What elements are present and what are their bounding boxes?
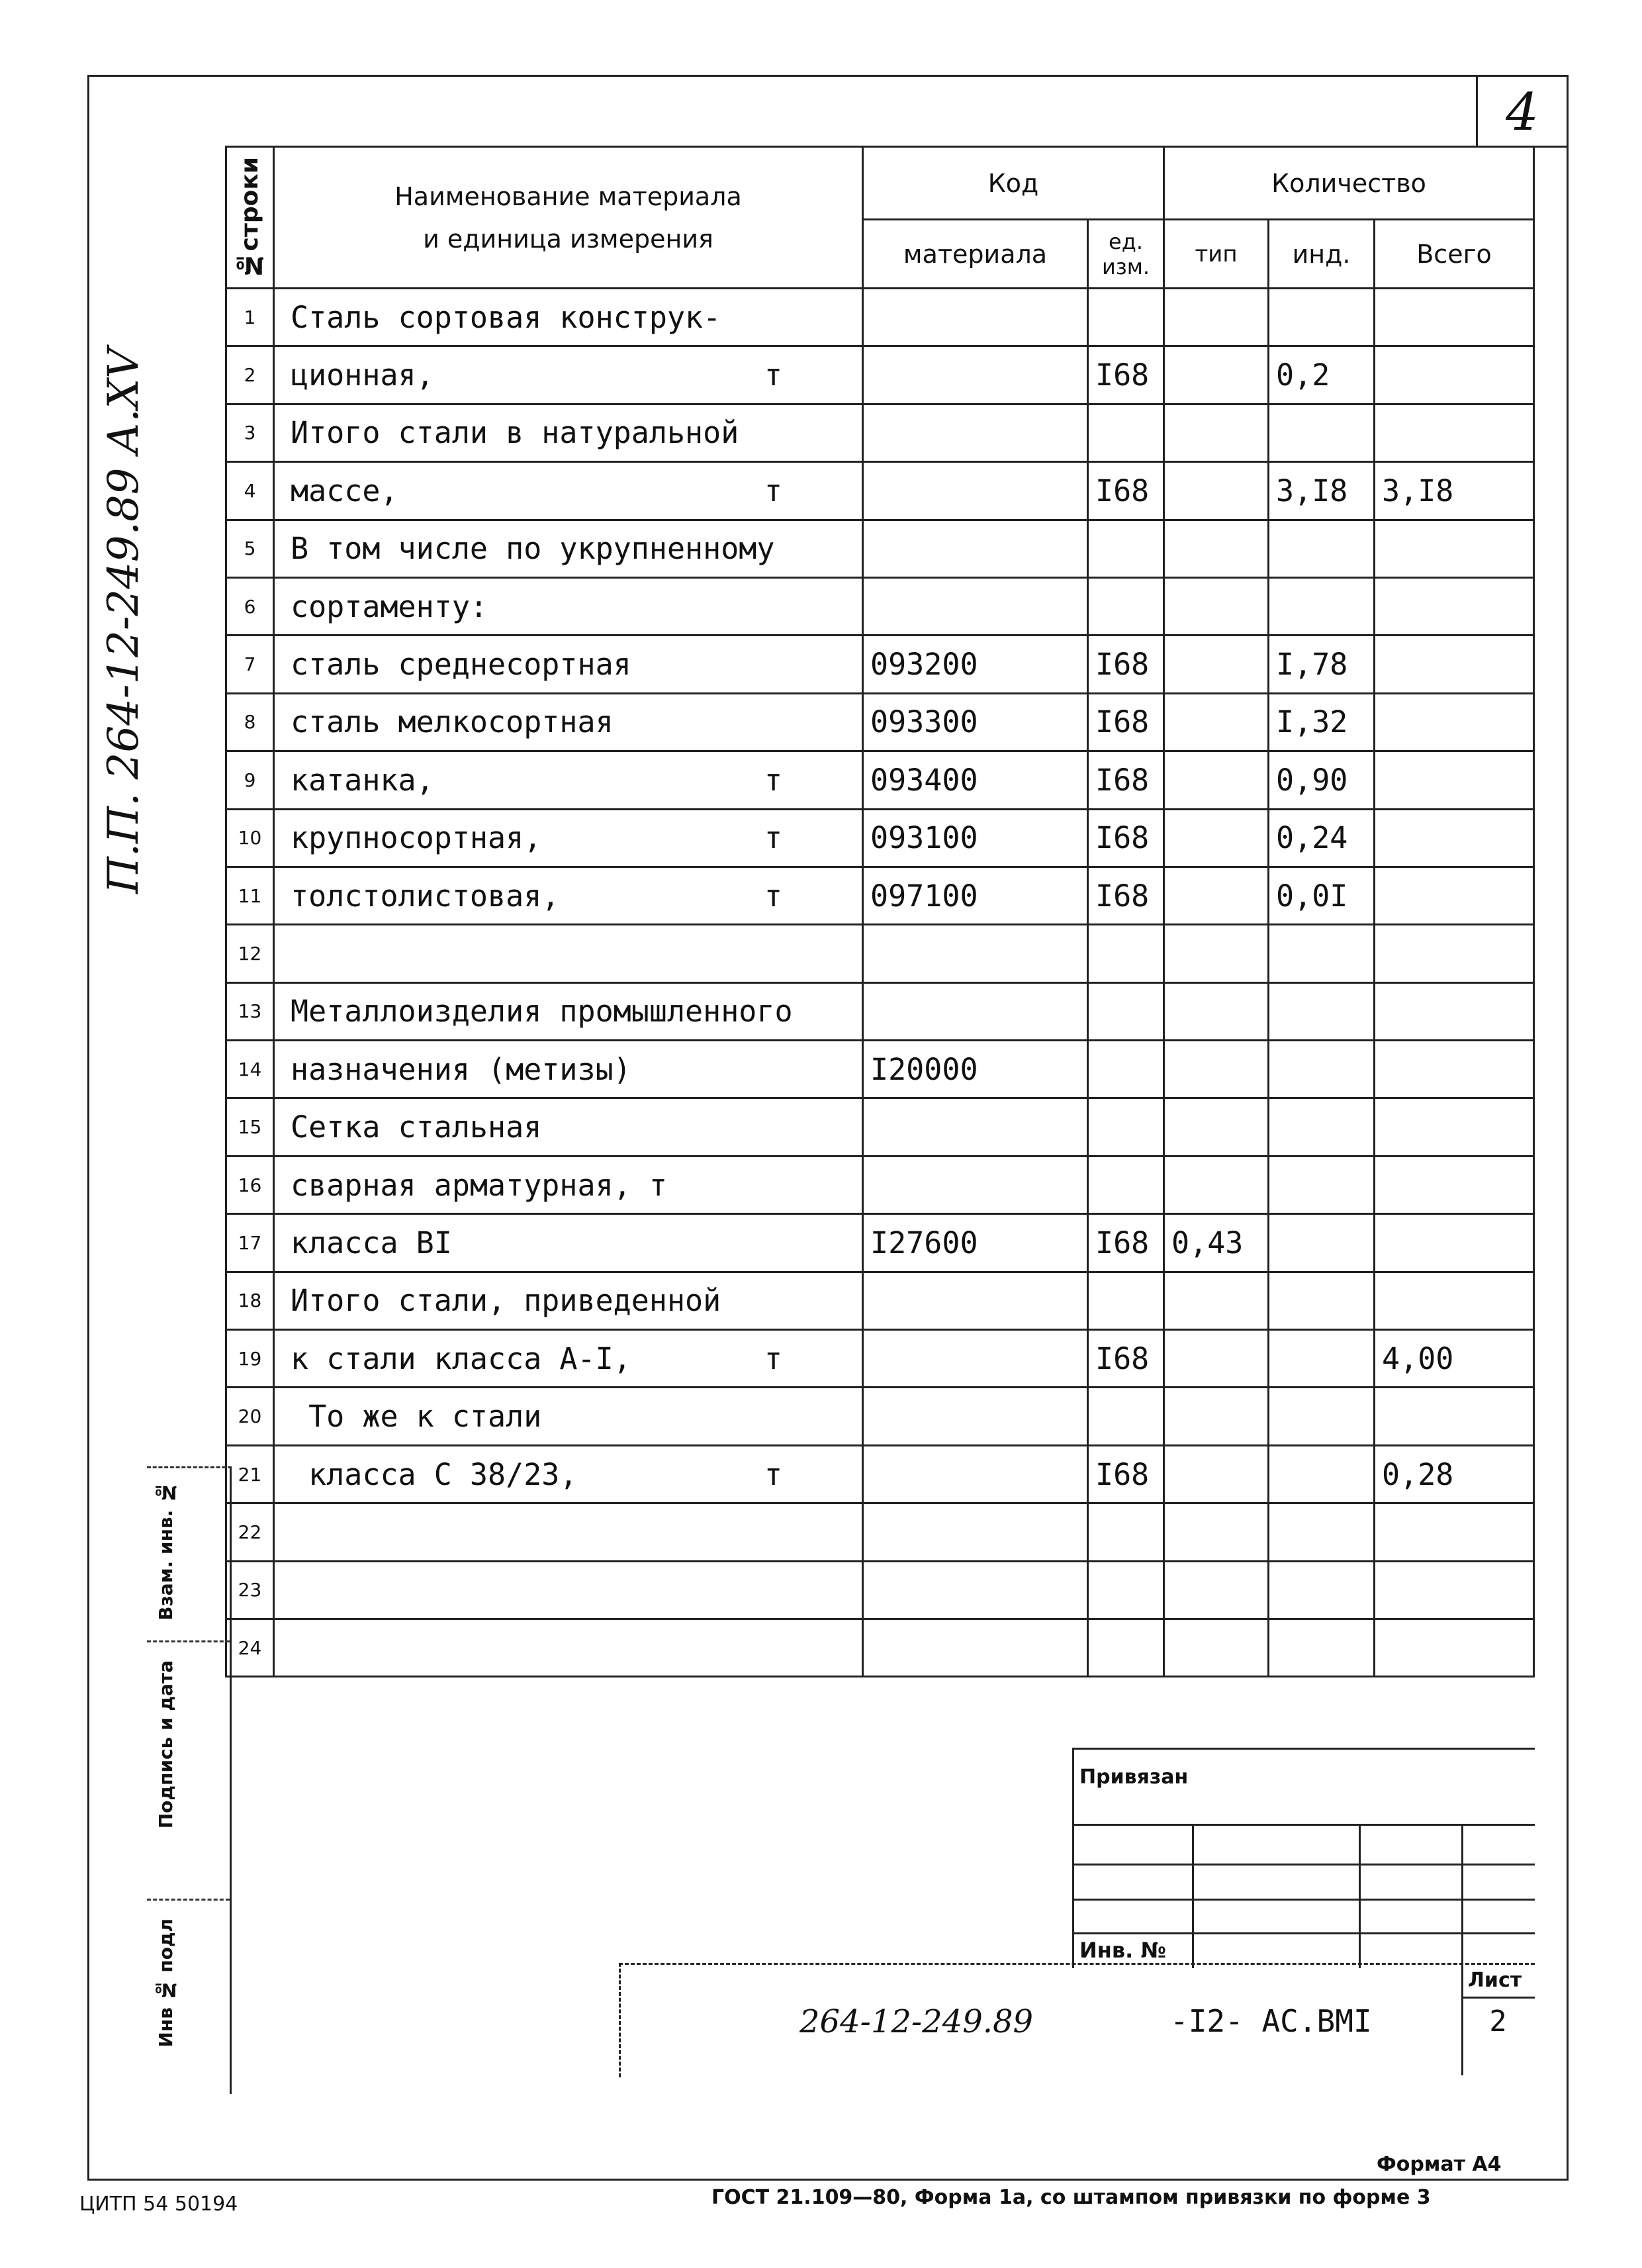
header-ind: инд. (1269, 220, 1375, 289)
row-ind-qty (1269, 404, 1375, 461)
row-total-qty (1375, 1041, 1534, 1098)
row-unit-code (1088, 577, 1164, 635)
row-material-name (274, 751, 863, 809)
header-row-number-text: №строки (236, 156, 263, 279)
materials-table (225, 146, 1535, 1677)
row-number: 20 (226, 1388, 274, 1445)
row-type-qty (1164, 1272, 1269, 1329)
row-material-code: I27600 (863, 1214, 1088, 1272)
row-ind-qty (1269, 925, 1375, 982)
table-row (226, 1388, 1534, 1445)
table-row (226, 404, 1534, 461)
header-type: тип (1164, 220, 1269, 289)
row-material-name (274, 982, 863, 1040)
row-type-qty (1164, 462, 1269, 520)
row-unit-code (1088, 1272, 1164, 1329)
row-material-code (863, 1156, 1088, 1213)
row-number: 2 (226, 346, 274, 404)
header-name-line2: и единица измерения (423, 224, 713, 254)
row-ind-qty: I,32 (1269, 693, 1375, 751)
row-ind-qty: 0,0I (1269, 867, 1375, 924)
row-unit-suffix: т (764, 357, 782, 393)
row-unit-code: I68 (1088, 867, 1164, 924)
row-number: 21 (226, 1445, 274, 1503)
row-number: 3 (226, 404, 274, 461)
row-material-name (274, 925, 863, 982)
row-name-text: Сетка стальная (291, 1110, 542, 1145)
row-total-qty (1375, 1156, 1534, 1213)
row-name-text: Итого стали в натуральной (291, 415, 739, 451)
header-name-line1: Наименование материала (394, 181, 742, 211)
row-material-code (863, 1445, 1088, 1503)
row-total-qty (1375, 1561, 1534, 1619)
row-material-name (274, 1214, 863, 1272)
footer-left-code: ЦИТП 54 50194 (79, 2193, 238, 2216)
row-ind-qty: 0,90 (1269, 751, 1375, 809)
row-type-qty (1164, 577, 1269, 635)
row-unit-code: I68 (1088, 346, 1164, 404)
row-total-qty (1375, 1214, 1534, 1272)
row-name-text: сталь среднесортная (291, 647, 631, 683)
row-type-qty (1164, 925, 1269, 982)
table-row (226, 1619, 1534, 1676)
row-ind-qty (1269, 982, 1375, 1040)
row-total-qty (1375, 1388, 1534, 1445)
row-total-qty (1375, 693, 1534, 751)
row-material-code (863, 289, 1088, 346)
row-material-code: 093400 (863, 751, 1088, 809)
row-name-text: сортаменту: (291, 589, 488, 624)
row-total-qty: 4,00 (1375, 1330, 1534, 1388)
row-type-qty (1164, 1561, 1269, 1619)
stamp-privyazan: Привязан (1079, 1766, 1189, 1789)
row-type-qty (1164, 1330, 1269, 1388)
row-total-qty (1375, 867, 1534, 924)
row-unit-suffix: т (764, 878, 782, 914)
row-number: 10 (226, 809, 274, 867)
table-row (226, 751, 1534, 809)
row-unit-code (1088, 1041, 1164, 1098)
row-number: 4 (226, 462, 274, 520)
row-material-name (274, 462, 863, 520)
row-total-qty (1375, 520, 1534, 577)
row-name-text: То же к стали (291, 1399, 542, 1435)
row-type-qty (1164, 1445, 1269, 1503)
row-type-qty (1164, 1098, 1269, 1156)
table-row (226, 982, 1534, 1040)
row-type-qty (1164, 346, 1269, 404)
row-total-qty (1375, 404, 1534, 461)
row-number: 22 (226, 1503, 274, 1561)
table-row (226, 925, 1534, 982)
row-ind-qty (1269, 1156, 1375, 1213)
row-material-name (274, 1098, 863, 1156)
table-row (226, 1503, 1534, 1561)
footer-format: Формат А4 (1377, 2153, 1502, 2176)
header-code: Код (863, 147, 1164, 220)
row-ind-qty (1269, 1098, 1375, 1156)
row-number: 15 (226, 1098, 274, 1156)
row-ind-qty (1269, 1388, 1375, 1445)
row-material-code (863, 346, 1088, 404)
row-number: 17 (226, 1214, 274, 1272)
title-block (619, 1963, 1535, 2077)
table-row (226, 346, 1534, 404)
row-total-qty (1375, 751, 1534, 809)
row-material-code (863, 982, 1088, 1040)
label-signature-date: Подпись и дата (155, 1660, 177, 1829)
row-unit-code (1088, 1098, 1164, 1156)
row-total-qty (1375, 809, 1534, 867)
row-number: 13 (226, 982, 274, 1040)
row-material-name (274, 404, 863, 461)
row-type-qty (1164, 404, 1269, 461)
stamp-inv-no: Инв. № (1079, 1938, 1166, 1963)
row-unit-code: I68 (1088, 1214, 1164, 1272)
row-unit-code: I68 (1088, 1330, 1164, 1388)
stamp-list-number: 2 (1489, 2005, 1507, 2038)
row-material-name (274, 693, 863, 751)
row-total-qty (1375, 1272, 1534, 1329)
row-total-qty: 3,I8 (1375, 462, 1534, 520)
row-type-qty (1164, 289, 1269, 346)
header-quantity: Количество (1164, 147, 1534, 220)
header-material-name (274, 147, 863, 289)
row-total-qty (1375, 577, 1534, 635)
row-material-name (274, 1561, 863, 1619)
label-inv-podl: Инв № подл (155, 1918, 177, 2048)
row-name-text: массе, (291, 473, 398, 508)
row-material-name (274, 1445, 863, 1503)
table-row (226, 1098, 1534, 1156)
row-number: 11 (226, 867, 274, 924)
row-name-text: сталь мелкосортная (291, 704, 614, 740)
row-name-text: ционная, (291, 357, 434, 393)
row-name-text: к стали класса А-I, (291, 1341, 631, 1376)
table-row (226, 1214, 1534, 1272)
row-type-qty (1164, 636, 1269, 693)
row-unit-code (1088, 925, 1164, 982)
row-name-text: катанка, (291, 762, 434, 798)
row-material-name (274, 520, 863, 577)
row-total-qty (1375, 636, 1534, 693)
row-name-text: Итого стали, приведенной (291, 1283, 721, 1319)
row-total-qty (1375, 289, 1534, 346)
row-material-name (274, 867, 863, 924)
left-stamp-column (147, 1466, 232, 2094)
row-ind-qty (1269, 1445, 1375, 1503)
row-ind-qty (1269, 1272, 1375, 1329)
row-type-qty (1164, 1156, 1269, 1213)
row-name-text: Металлоизделия промышленного (291, 994, 793, 1029)
row-ind-qty: I,78 (1269, 636, 1375, 693)
header-unit-code: ед. изм. (1088, 220, 1164, 289)
row-unit-suffix: т (764, 473, 782, 508)
row-unit-code (1088, 1156, 1164, 1213)
row-material-code: 093200 (863, 636, 1088, 693)
row-unit-code: I68 (1088, 693, 1164, 751)
row-name-text: Сталь сортовая конструк- (291, 299, 721, 335)
row-unit-code (1088, 520, 1164, 577)
row-ind-qty: 0,24 (1269, 809, 1375, 867)
row-unit-code (1088, 404, 1164, 461)
row-number: 1 (226, 289, 274, 346)
stamp-doc-code-handwritten: 264-12-249.89 (799, 2003, 1034, 2040)
row-material-code (863, 1388, 1088, 1445)
table-row (226, 1561, 1534, 1619)
row-material-name (274, 1619, 863, 1676)
row-material-name (274, 1503, 863, 1561)
row-number: 19 (226, 1330, 274, 1388)
row-material-code (863, 577, 1088, 635)
row-material-code (863, 925, 1088, 982)
row-material-code (863, 520, 1088, 577)
row-ind-qty (1269, 520, 1375, 577)
row-unit-code (1088, 1503, 1164, 1561)
header-row-number (226, 147, 274, 289)
row-ind-qty (1269, 1619, 1375, 1676)
table-row (226, 809, 1534, 867)
row-unit-code (1088, 1388, 1164, 1445)
row-unit-suffix: т (764, 1341, 782, 1376)
row-unit-code (1088, 289, 1164, 346)
row-ind-qty (1269, 1041, 1375, 1098)
table-row (226, 867, 1534, 924)
table-row (226, 1272, 1534, 1329)
row-ind-qty (1269, 577, 1375, 635)
row-number: 9 (226, 751, 274, 809)
row-total-qty (1375, 982, 1534, 1040)
row-ind-qty: 0,2 (1269, 346, 1375, 404)
row-unit-code: I68 (1088, 1445, 1164, 1503)
footer-gost: ГОСТ 21.109—80, Форма 1а, со штампом привязки по форме 3 (711, 2186, 1431, 2209)
row-ind-qty (1269, 1214, 1375, 1272)
row-number: 18 (226, 1272, 274, 1329)
row-unit-code: I68 (1088, 462, 1164, 520)
row-unit-code: I68 (1088, 636, 1164, 693)
row-ind-qty: 3,I8 (1269, 462, 1375, 520)
row-total-qty (1375, 1503, 1534, 1561)
table-row (226, 693, 1534, 751)
row-material-code (863, 1619, 1088, 1676)
row-material-name (274, 1388, 863, 1445)
row-ind-qty (1269, 1330, 1375, 1388)
row-name-text: толстолистовая, (291, 878, 560, 914)
row-number: 14 (226, 1041, 274, 1098)
row-type-qty (1164, 1388, 1269, 1445)
table-row (226, 1330, 1534, 1388)
row-type-qty (1164, 867, 1269, 924)
row-name-text: класса BI (291, 1225, 452, 1260)
row-material-name (274, 1156, 863, 1213)
row-name-text: класса С 38/23, (291, 1456, 578, 1492)
row-material-name (274, 1272, 863, 1329)
row-number: 23 (226, 1561, 274, 1619)
row-material-code: 093100 (863, 809, 1088, 867)
row-type-qty (1164, 809, 1269, 867)
row-material-code (863, 1272, 1088, 1329)
side-document-number (99, 199, 172, 894)
row-material-code (863, 1098, 1088, 1156)
row-material-name (274, 577, 863, 635)
row-name-text: назначения (метизы) (291, 1051, 631, 1087)
table-row (226, 462, 1534, 520)
row-name-text: крупносортная, (291, 820, 542, 856)
table-row (226, 636, 1534, 693)
row-number: 5 (226, 520, 274, 577)
row-unit-code (1088, 1619, 1164, 1676)
row-unit-suffix: т (764, 1456, 782, 1492)
row-type-qty (1164, 751, 1269, 809)
row-material-code (863, 1561, 1088, 1619)
row-total-qty: 0,28 (1375, 1445, 1534, 1503)
table-row (226, 577, 1534, 635)
table-row (226, 1156, 1534, 1213)
row-number: 24 (226, 1619, 274, 1676)
row-material-name (274, 1330, 863, 1388)
row-total-qty (1375, 346, 1534, 404)
row-unit-code: I68 (1088, 809, 1164, 867)
side-document-text: П.П. 264-12-249.89 А.XV (99, 348, 148, 894)
row-unit-suffix: т (764, 820, 782, 856)
row-type-qty (1164, 693, 1269, 751)
sheet-corner-number: 4 (1476, 75, 1569, 148)
row-material-code (863, 404, 1088, 461)
row-ind-qty (1269, 289, 1375, 346)
row-ind-qty (1269, 1503, 1375, 1561)
row-type-qty (1164, 982, 1269, 1040)
row-unit-suffix: т (764, 762, 782, 798)
row-material-code: 097100 (863, 867, 1088, 924)
row-unit-code: I68 (1088, 751, 1164, 809)
row-material-code: 093300 (863, 693, 1088, 751)
header-total: Всего (1375, 220, 1534, 289)
table-row (226, 1041, 1534, 1098)
row-number: 16 (226, 1156, 274, 1213)
row-material-code (863, 462, 1088, 520)
row-material-code: I20000 (863, 1041, 1088, 1098)
table-row (226, 289, 1534, 346)
row-number: 12 (226, 925, 274, 982)
row-type-qty: 0,43 (1164, 1214, 1269, 1272)
row-type-qty (1164, 1619, 1269, 1676)
row-name-text: В том числе по укрупненному (291, 531, 775, 567)
row-material-code (863, 1503, 1088, 1561)
header-material-code: материала (863, 220, 1088, 289)
row-name-text: сварная арматурная, т (291, 1167, 667, 1203)
row-material-name (274, 1041, 863, 1098)
row-total-qty (1375, 925, 1534, 982)
row-material-code (863, 1330, 1088, 1388)
row-number: 7 (226, 636, 274, 693)
row-material-name (274, 289, 863, 346)
binding-stamp (1072, 1748, 1535, 1968)
row-unit-code (1088, 982, 1164, 1040)
row-type-qty (1164, 520, 1269, 577)
row-material-name (274, 809, 863, 867)
label-vzam-inv: Взам. инв. № (155, 1482, 177, 1621)
row-total-qty (1375, 1619, 1534, 1676)
table-row (226, 520, 1534, 577)
stamp-list-label: Лист (1468, 1969, 1522, 1992)
row-unit-code (1088, 1561, 1164, 1619)
row-number: 8 (226, 693, 274, 751)
row-material-name (274, 636, 863, 693)
row-type-qty (1164, 1041, 1269, 1098)
stamp-doc-code: -I2- AC.BMI (1170, 2003, 1372, 2039)
table-row (226, 1445, 1534, 1503)
row-material-name (274, 346, 863, 404)
row-total-qty (1375, 1098, 1534, 1156)
row-ind-qty (1269, 1561, 1375, 1619)
row-number: 6 (226, 577, 274, 635)
row-type-qty (1164, 1503, 1269, 1561)
